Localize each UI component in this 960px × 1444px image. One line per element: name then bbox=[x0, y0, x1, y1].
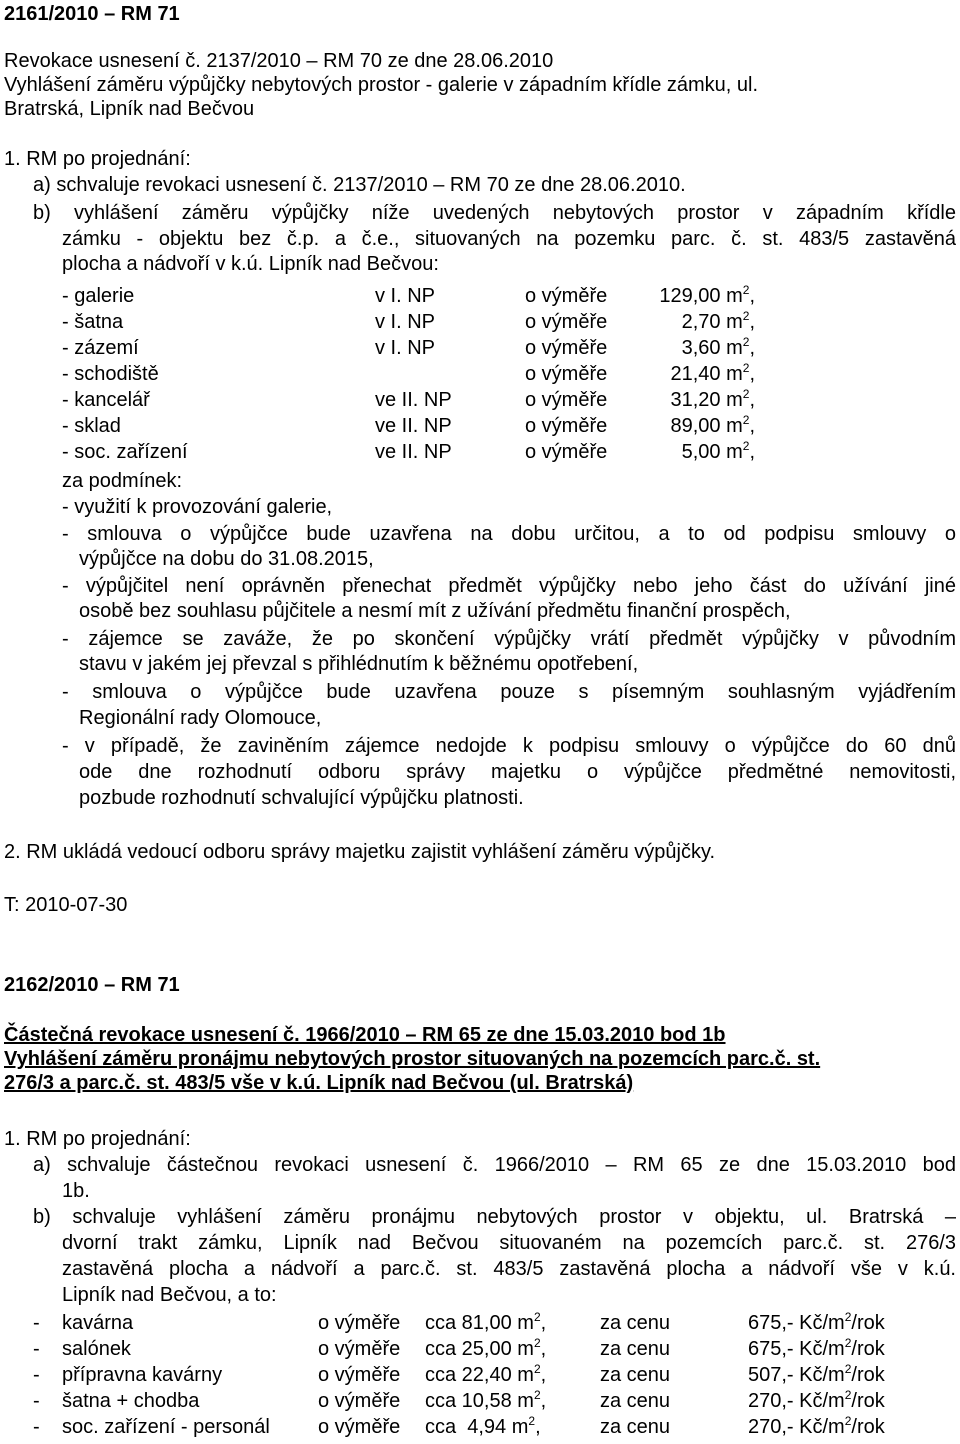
rental-measure-label: o výměře bbox=[318, 1312, 401, 1334]
rental-price bbox=[748, 1363, 885, 1387]
condition-item-cont: Regionální rady Olomouce, bbox=[79, 707, 322, 729]
condition-item-cont: ode dne rozhodnutí odboru správy majetku o výpůjčce předmětné nemovitosti, bbox=[79, 761, 956, 783]
space-measure-label: o výměře bbox=[525, 415, 608, 437]
deadline: T: 2010-07-30 bbox=[4, 894, 128, 916]
conditions-label: za podmínek: bbox=[62, 470, 183, 492]
rental-price bbox=[748, 1311, 885, 1335]
space-area bbox=[659, 284, 755, 308]
space-area-separator: , bbox=[749, 337, 755, 359]
space-name: - šatna bbox=[62, 311, 124, 333]
point-b-line: b) vyhlášení záměru výpůjčky níže uvedených nebytových prostor v západním křídle bbox=[33, 202, 956, 224]
space-area-exponent: 2 bbox=[742, 335, 750, 349]
point-a-line: a) schvaluje částečnou revokaci usnesení č. 1966/2010 – RM 65 ze dne 15.03.2010 bod bbox=[33, 1154, 956, 1176]
rental-price-unit: /rok bbox=[851, 1364, 885, 1386]
rental-price bbox=[748, 1415, 885, 1439]
rental-area-exponent: 2 bbox=[533, 1388, 541, 1402]
rental-price-exponent: 2 bbox=[844, 1362, 852, 1376]
space-area-value: 31,20 m bbox=[670, 389, 743, 411]
space-name: - sklad bbox=[62, 415, 121, 437]
space-area-value: 5,00 m bbox=[681, 441, 743, 463]
space-floor: ve II. NP bbox=[375, 389, 452, 411]
space-measure-label: o výměře bbox=[525, 363, 608, 385]
rental-dash: - bbox=[33, 1364, 40, 1386]
space-area bbox=[670, 414, 755, 438]
space-area-exponent: 2 bbox=[742, 387, 750, 401]
space-area bbox=[682, 336, 755, 360]
space-floor: ve II. NP bbox=[375, 441, 452, 463]
rental-name: šatna + chodba bbox=[62, 1390, 200, 1412]
space-measure-label: o výměře bbox=[525, 389, 608, 411]
rental-area bbox=[425, 1311, 546, 1335]
space-area-exponent: 2 bbox=[742, 283, 750, 297]
condition-item: - smlouva o výpůjčce bude uzavřena na dobu určitou, a to od podpisu smlouvy o bbox=[62, 523, 956, 545]
rental-price-exponent: 2 bbox=[844, 1414, 852, 1428]
space-area-exponent: 2 bbox=[742, 413, 750, 427]
rental-price-value: 675,- Kč/m bbox=[748, 1338, 845, 1360]
space-area bbox=[670, 388, 755, 412]
item-heading: 1. RM po projednání: bbox=[4, 1128, 191, 1150]
item-heading: 1. RM po projednání: bbox=[4, 148, 191, 170]
condition-item-cont: stavu v jakém jej převzal s přihlédnutím k běžnému opotřebení, bbox=[79, 653, 639, 675]
rental-area-separator: , bbox=[540, 1390, 547, 1412]
space-measure-label: o výměře bbox=[525, 311, 608, 333]
rental-price-unit: /rok bbox=[851, 1312, 885, 1334]
rental-area-value: cca 4,94 m bbox=[425, 1416, 529, 1438]
rental-name: salónek bbox=[62, 1338, 131, 1360]
space-area-separator: , bbox=[749, 285, 755, 307]
rental-price-unit: /rok bbox=[851, 1338, 885, 1360]
rental-price-label: za cenu bbox=[600, 1390, 671, 1412]
space-measure-label: o výměře bbox=[525, 337, 608, 359]
condition-item: - výpůjčitel není oprávněn přenechat předmět výpůjčky nebo jeho část do užívání jiné bbox=[62, 575, 956, 597]
space-floor: ve II. NP bbox=[375, 415, 452, 437]
rental-price-value: 270,- Kč/m bbox=[748, 1416, 845, 1438]
condition-item-cont: pozbude rozhodnutí schvalující výpůjčku platnosti. bbox=[79, 787, 524, 809]
space-floor: v I. NP bbox=[375, 285, 436, 307]
space-name: - zázemí bbox=[62, 337, 139, 359]
rental-price-label: za cenu bbox=[600, 1364, 671, 1386]
space-area-separator: , bbox=[749, 415, 755, 437]
rental-name: soc. zařízení - personál bbox=[62, 1416, 270, 1438]
space-area-value: 21,40 m bbox=[670, 363, 743, 385]
space-name: - galerie bbox=[62, 285, 135, 307]
space-area-separator: , bbox=[749, 441, 755, 463]
rental-price-unit: /rok bbox=[851, 1390, 885, 1412]
rental-area-exponent: 2 bbox=[533, 1336, 541, 1350]
space-area-separator: , bbox=[749, 311, 755, 333]
rental-area bbox=[425, 1337, 546, 1361]
resolution-subject-line: Částečná revokace usnesení č. 1966/2010 – RM 65 ze dne 15.03.2010 bod 1b bbox=[4, 1024, 726, 1046]
resolution-heading: 2161/2010 – RM 71 bbox=[4, 3, 180, 25]
rental-price-exponent: 2 bbox=[844, 1310, 852, 1324]
condition-item: - smlouva o výpůjčce bude uzavřena pouze s písemným souhlasným vyjádřením bbox=[62, 681, 956, 703]
rental-price-value: 675,- Kč/m bbox=[748, 1312, 845, 1334]
rental-area bbox=[425, 1415, 541, 1439]
rental-area-value: cca 81,00 m bbox=[425, 1312, 534, 1334]
item-heading: 2. RM ukládá vedoucí odboru správy majetku zajistit vyhlášení záměru výpůjčky. bbox=[4, 841, 716, 863]
space-area-exponent: 2 bbox=[742, 309, 750, 323]
space-area-exponent: 2 bbox=[742, 439, 750, 453]
rental-area bbox=[425, 1389, 546, 1413]
condition-item-cont: výpůjčce na dobu do 31.08.2015, bbox=[79, 548, 374, 570]
space-floor: v I. NP bbox=[375, 337, 436, 359]
rental-price bbox=[748, 1389, 885, 1413]
space-area bbox=[670, 362, 755, 386]
space-name: - schodiště bbox=[62, 363, 159, 385]
rental-price bbox=[748, 1337, 885, 1361]
rental-price-value: 507,- Kč/m bbox=[748, 1364, 845, 1386]
point-b-line: dvorní trakt zámku, Lipník nad Bečvou situovaném na pozemcích parc.č. st. 276/3 bbox=[62, 1232, 956, 1254]
space-measure-label: o výměře bbox=[525, 285, 608, 307]
condition-item-cont: osobě bez souhlasu půjčitele a nesmí mít z užívání předmětu finanční prospěch, bbox=[79, 600, 791, 622]
point-b-line: zámku - objektu bez č.p. a č.e., situovaných na pozemku parc. č. st. 483/5 zastavěná bbox=[62, 228, 956, 250]
rental-price-unit: /rok bbox=[851, 1416, 885, 1438]
space-area-value: 2,70 m bbox=[681, 311, 743, 333]
rental-price-label: za cenu bbox=[600, 1338, 671, 1360]
condition-item: - využití k provozování galerie, bbox=[62, 496, 333, 518]
rental-measure-label: o výměře bbox=[318, 1390, 401, 1412]
space-area-value: 3,60 m bbox=[681, 337, 743, 359]
condition-item: - v případě, že zaviněním zájemce nedojde k podpisu smlouvy o výpůjčce do 60 dnů bbox=[62, 735, 956, 757]
space-area bbox=[682, 310, 755, 334]
rental-measure-label: o výměře bbox=[318, 1416, 401, 1438]
point-a: a) schvaluje revokaci usnesení č. 2137/2010 – RM 70 ze dne 28.06.2010. bbox=[33, 174, 686, 196]
space-area-exponent: 2 bbox=[742, 361, 750, 375]
space-area bbox=[682, 440, 755, 464]
space-area-value: 129,00 m bbox=[659, 285, 743, 307]
rental-area-separator: , bbox=[540, 1312, 547, 1334]
rental-price-label: za cenu bbox=[600, 1416, 671, 1438]
point-b-line: Lipník nad Bečvou, a to: bbox=[62, 1284, 277, 1306]
rental-area-separator: , bbox=[535, 1416, 541, 1438]
space-area-value: 89,00 m bbox=[670, 415, 743, 437]
space-floor: v I. NP bbox=[375, 311, 436, 333]
resolution-subject-line: Vyhlášení záměru pronájmu nebytových prostor situovaných na pozemcích parc.č. st. bbox=[4, 1048, 821, 1070]
rental-area-exponent: 2 bbox=[533, 1362, 541, 1376]
point-b-line: b) schvaluje vyhlášení záměru pronájmu nebytových prostor v objektu, ul. Bratrská – bbox=[33, 1206, 956, 1228]
rental-name: přípravna kavárny bbox=[62, 1364, 223, 1386]
condition-item: - zájemce se zaváže, že po skončení výpůjčky vrátí předmět výpůjčky v původním bbox=[62, 628, 956, 650]
rental-price-exponent: 2 bbox=[844, 1336, 852, 1350]
rental-dash: - bbox=[33, 1390, 40, 1412]
resolution-subject-line: 276/3 a parc.č. st. 483/5 vše v k.ú. Lipník nad Bečvou (ul. Bratrská) bbox=[4, 1072, 634, 1094]
rental-dash: - bbox=[33, 1416, 40, 1438]
rental-name: kavárna bbox=[62, 1312, 134, 1334]
rental-area bbox=[425, 1363, 546, 1387]
rental-area-separator: , bbox=[540, 1338, 547, 1360]
rental-area-exponent: 2 bbox=[528, 1414, 536, 1428]
rental-area-value: cca 10,58 m bbox=[425, 1390, 534, 1412]
rental-dash: - bbox=[33, 1338, 40, 1360]
space-area-separator: , bbox=[749, 389, 755, 411]
rental-price-value: 270,- Kč/m bbox=[748, 1390, 845, 1412]
resolution-subject-line: Revokace usnesení č. 2137/2010 – RM 70 ze dne 28.06.2010 bbox=[4, 50, 554, 72]
space-name: - soc. zařízení bbox=[62, 441, 188, 463]
resolution-subject-line: Bratrská, Lipník nad Bečvou bbox=[4, 98, 255, 120]
rental-area-value: cca 22,40 m bbox=[425, 1364, 534, 1386]
rental-area-value: cca 25,00 m bbox=[425, 1338, 534, 1360]
space-measure-label: o výměře bbox=[525, 441, 608, 463]
space-name: - kancelář bbox=[62, 389, 150, 411]
point-b-line: zastavěná plocha a nádvoří a parc.č. st. 483/5 zastavěná plocha a nádvoří vše v k.ú. bbox=[62, 1258, 956, 1280]
resolution-heading: 2162/2010 – RM 71 bbox=[4, 974, 180, 996]
rental-area-exponent: 2 bbox=[533, 1310, 541, 1324]
rental-area-separator: , bbox=[540, 1364, 547, 1386]
point-b-line: plocha a nádvoří v k.ú. Lipník nad Bečvou: bbox=[62, 253, 439, 275]
space-area-separator: , bbox=[749, 363, 755, 385]
rental-price-label: za cenu bbox=[600, 1312, 671, 1334]
rental-measure-label: o výměře bbox=[318, 1338, 401, 1360]
rental-measure-label: o výměře bbox=[318, 1364, 401, 1386]
point-a-line: 1b. bbox=[62, 1180, 90, 1202]
resolution-subject-line: Vyhlášení záměru výpůjčky nebytových prostor - galerie v západním křídle zámku, ul. bbox=[4, 74, 759, 96]
rental-price-exponent: 2 bbox=[844, 1388, 852, 1402]
rental-dash: - bbox=[33, 1312, 40, 1334]
